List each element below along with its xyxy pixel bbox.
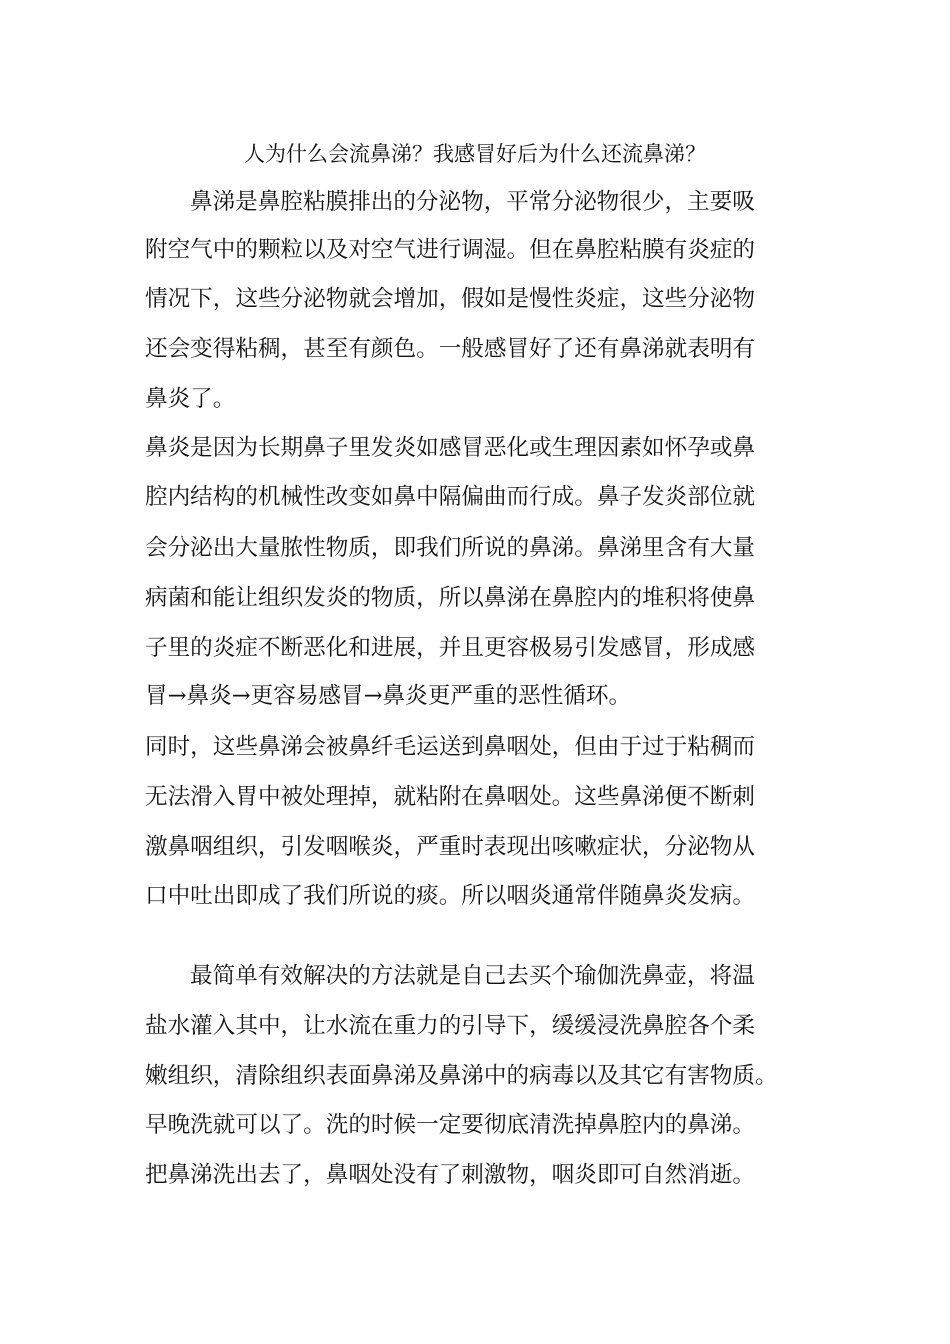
text-line: 鼻炎是因为长期鼻子里发炎如感冒恶化或生理因素如怀孕或鼻 bbox=[145, 435, 756, 461]
text-line: 嫩组织，清除组织表面鼻涕及鼻涕中的病毒以及其它有害物质。 bbox=[145, 1063, 778, 1089]
text-line: 子里的炎症不断恶化和进展，并且更容极易引发感冒，形成感 bbox=[145, 635, 756, 661]
text-line: 把鼻涕洗出去了，鼻咽处没有了刺激物，咽炎即可自然消逝。 bbox=[145, 1162, 756, 1188]
text-line: 冒→鼻炎→更容易感冒→鼻炎更严重的恶性循环。 bbox=[145, 683, 632, 709]
text-line: 腔内结构的机械性改变如鼻中隔偏曲而行成。鼻子发炎部位就 bbox=[145, 484, 756, 510]
page-title: 人为什么会流鼻涕？我感冒好后为什么还流鼻涕？ bbox=[244, 142, 706, 166]
text-line: 鼻炎了。 bbox=[145, 386, 236, 412]
text-line: 情况下，这些分泌物就会增加，假如是慢性炎症，这些分泌物 bbox=[145, 286, 756, 312]
text-line: 口中吐出即成了我们所说的痰。所以咽炎通常伴随鼻炎发病。 bbox=[145, 883, 756, 909]
text-line: 鼻涕是鼻腔粘膜排出的分泌物，平常分泌物很少，主要吸 bbox=[190, 189, 755, 215]
text-line: 会分泌出大量脓性物质，即我们所说的鼻涕。鼻涕里含有大量 bbox=[145, 535, 756, 561]
text-line: 同时，这些鼻涕会被鼻纤毛运送到鼻咽处，但由于过于粘稠而 bbox=[145, 734, 756, 760]
text-line: 附空气中的颗粒以及对空气进行调湿。但在鼻腔粘膜有炎症的 bbox=[145, 237, 756, 263]
text-line: 激鼻咽组织，引发咽喉炎，严重时表现出咳嗽症状，分泌物从 bbox=[145, 834, 756, 860]
text-line: 早晚洗就可以了。洗的时候一定要彻底清洗掉鼻腔内的鼻涕。 bbox=[145, 1112, 756, 1138]
text-line: 盐水灌入其中，让水流在重力的引导下，缓缓浸洗鼻腔各个柔 bbox=[145, 1013, 756, 1039]
text-line: 病菌和能让组织发炎的物质，所以鼻涕在鼻腔内的堆积将使鼻 bbox=[145, 585, 756, 611]
text-line: 最简单有效解决的方法就是自己去买个瑜伽洗鼻壶，将温 bbox=[190, 963, 755, 989]
text-line: 还会变得粘稠，甚至有颜色。一般感冒好了还有鼻涕就表明有 bbox=[145, 336, 756, 362]
text-line: 无法滑入胃中被处理掉，就粘附在鼻咽处。这些鼻涕便不断刺 bbox=[145, 784, 756, 810]
